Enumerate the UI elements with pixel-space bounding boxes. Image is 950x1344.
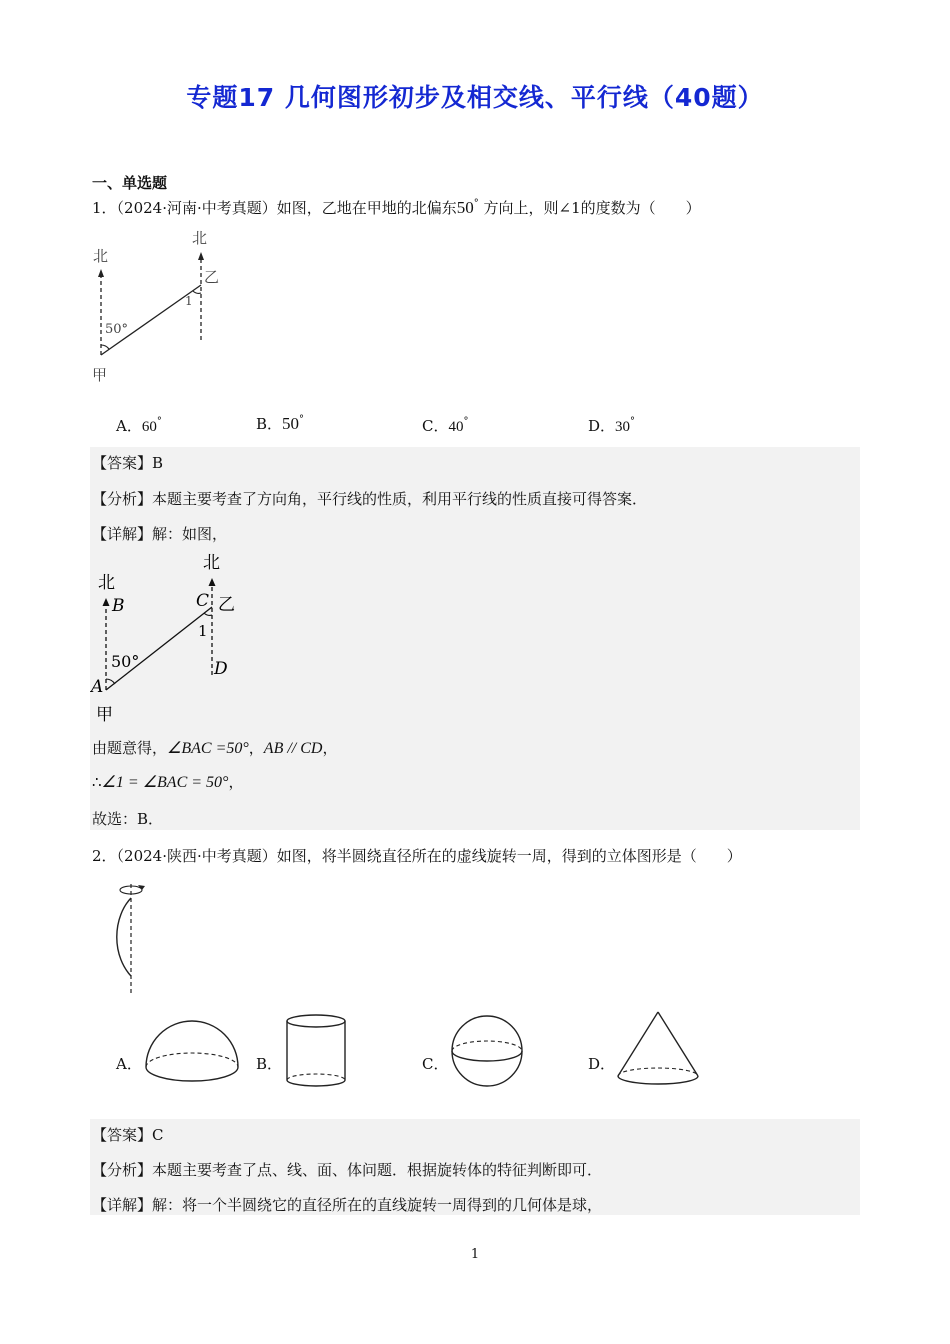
fig2-label-b: B (112, 596, 125, 616)
q1-text-a: 1．（2024·河南·中考真题）如图，乙地在甲地的北偏东 (92, 199, 457, 217)
option-value: 40 (448, 419, 464, 435)
degree-sign: ° (630, 416, 636, 427)
hemisphere-shape (142, 1015, 242, 1087)
q2-option-b[interactable] (256, 1053, 282, 1074)
section-heading: 一、单选题 (92, 174, 168, 192)
q1-fig-one: 1 (185, 294, 193, 308)
page-number: 1 (470, 1247, 480, 1262)
step-sep: ， (248, 739, 264, 757)
q1-fig-jia: 甲 (92, 366, 108, 384)
option-letter: C． (422, 417, 449, 435)
degree-sign: ° (156, 416, 162, 427)
q1-step-2 (92, 771, 243, 792)
q1-fig-north-1: 北 (93, 247, 109, 265)
q2-analysis: 【分析】本题主要考查了点、线、面、体问题．根据旋转体的特征判断即可． (92, 1161, 603, 1179)
q2-solution-box (90, 1119, 860, 1215)
option-letter: D． (588, 417, 616, 435)
step-eq1: ∠BAC =50° (167, 740, 249, 757)
q2-option-d[interactable] (588, 1053, 615, 1074)
step-eq2: AB // CD (263, 740, 323, 757)
fig2-one: 1 (198, 622, 208, 640)
option-letter: D． (588, 1055, 616, 1073)
q1-solution-figure (90, 550, 250, 725)
option-letter: C． (422, 1055, 449, 1073)
option-letter: B． (256, 415, 283, 433)
q1-choose: 故选：B． (92, 810, 164, 828)
step-eq: ∠1 = ∠BAC = 50° (101, 774, 229, 791)
option-letter: A． (116, 1055, 142, 1073)
option-value: 30 (615, 419, 631, 435)
q1-text-b: 方向上，则∠1的度数为（ ） (483, 199, 701, 217)
step-prefix: ∴ (92, 773, 102, 791)
option-letter: B． (256, 1055, 283, 1073)
q2-answer: 【答案】C (92, 1126, 164, 1144)
q1-option-b[interactable] (256, 413, 304, 434)
fig2-label-d: D (214, 659, 228, 679)
q1-step-1 (92, 737, 337, 758)
fig2-jia: 甲 (96, 705, 113, 725)
option-value: 50 (282, 414, 300, 433)
fig2-label-a: A (91, 677, 104, 697)
question-1-text (92, 197, 701, 218)
q1-fig-angle: 50° (105, 322, 129, 337)
sphere-shape (448, 1015, 528, 1089)
q2-option-a[interactable] (116, 1053, 142, 1074)
q1-analysis: 【分析】本题主要考查了方向角，平行线的性质，利用平行线的性质直接可得答案． (92, 490, 648, 508)
q1-detail: 【详解】解：如图， (92, 525, 228, 543)
q1-option-c[interactable] (422, 415, 468, 436)
fig2-yi: 乙 (218, 595, 235, 615)
question-2-text: 2．（2024·陕西·中考真题）如图，将半圆绕直径所在的虚线旋转一周，得到的立体图形是（ ） (92, 847, 742, 865)
q1-degree: ° (473, 198, 479, 209)
cylinder-shape (282, 1012, 352, 1090)
fig2-angle: 50° (111, 652, 140, 671)
step-end: ， (322, 739, 338, 757)
cone-shape (614, 1008, 704, 1088)
q1-solution-box (90, 447, 860, 830)
degree-sign: ° (463, 416, 469, 427)
page-title: 专题17 几何图形初步及相交线、平行线（40题） (186, 83, 764, 112)
step-prefix: 由题意得， (92, 739, 168, 757)
fig2-label-c: C (196, 591, 210, 611)
step-end: ， (228, 773, 244, 791)
q1-fig-yi: 乙 (204, 268, 220, 286)
option-letter: A． (116, 417, 142, 435)
q1-fig-north-2: 北 (192, 229, 208, 247)
q2-option-c[interactable] (422, 1053, 448, 1074)
q1-angle: 50 (456, 198, 474, 217)
q1-answer: 【答案】B (92, 454, 164, 472)
q1-option-a[interactable] (116, 415, 162, 436)
option-value: 60 (141, 419, 157, 435)
fig2-north-2: 北 (203, 553, 220, 573)
fig2-north-1: 北 (98, 573, 115, 593)
q2-figure (85, 876, 165, 1001)
degree-sign: ° (299, 414, 305, 425)
q1-option-d[interactable] (588, 415, 635, 436)
q2-detail: 【详解】解：将一个半圆绕它的直径所在的直线旋转一周得到的几何体是球， (92, 1196, 603, 1214)
q1-figure (85, 225, 235, 385)
